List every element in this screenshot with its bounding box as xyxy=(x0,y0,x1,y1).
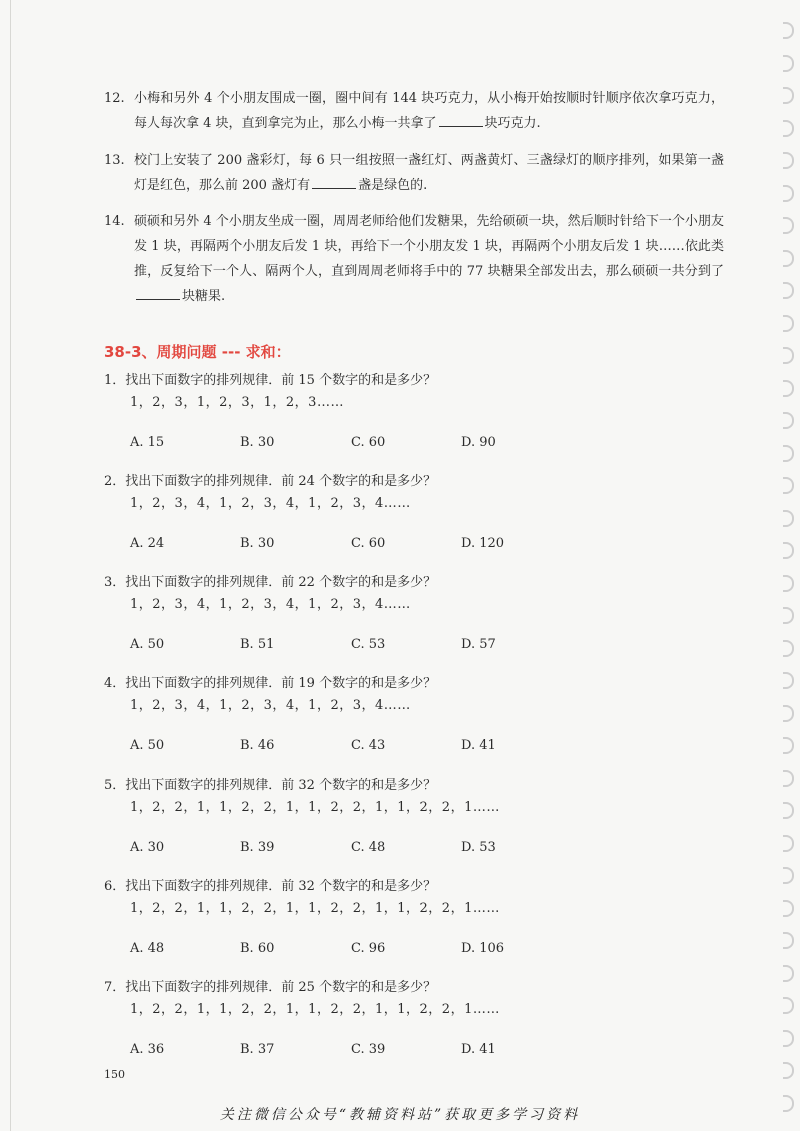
question-stem: 3．找出下面数字的排列规律．前 22 个数字的和是多少？ xyxy=(104,575,437,590)
option-c: C. 60 xyxy=(351,536,386,551)
binding-ring xyxy=(783,217,794,234)
option-c: C. 48 xyxy=(351,840,386,855)
option-b: B. 51 xyxy=(240,637,275,652)
binding-ring xyxy=(783,770,794,787)
options xyxy=(104,1039,724,1061)
number-sequence: 1，2，3，4，1，2，3，4，1，2，3，4…… xyxy=(130,597,411,612)
number-sequence: 1，2，2，1，1，2，2，1，1，2，2，1，1，2，2，1…… xyxy=(130,901,500,916)
question-12 xyxy=(104,86,724,136)
binding-ring xyxy=(783,477,794,494)
answer-blank xyxy=(136,285,180,300)
binding-ring xyxy=(783,347,794,364)
binding-ring xyxy=(783,185,794,202)
question-number: 12. xyxy=(104,91,125,106)
option-c: C. 96 xyxy=(351,941,386,956)
option-b: B. 39 xyxy=(240,840,275,855)
page-number: 150 xyxy=(104,1068,125,1081)
question-number: 14. xyxy=(104,214,125,229)
binding-ring xyxy=(783,607,794,624)
binding-ring xyxy=(783,672,794,689)
answer-blank xyxy=(439,112,483,127)
binding-ring xyxy=(783,1030,794,1047)
binding-ring xyxy=(783,900,794,917)
question-14 xyxy=(104,209,724,309)
binding-ring xyxy=(783,737,794,754)
option-a: A. 24 xyxy=(130,536,165,551)
option-d: D. 41 xyxy=(461,1042,496,1057)
question-text: 校门上安装了 200 盏彩灯，每 6 只一组按照一盏红灯、两盏黄灯、三盏绿灯的顺序排列，如果第一盏灯是红色，那么前 200 盏灯有 盏是绿色的. xyxy=(134,153,724,193)
question-7 xyxy=(104,977,724,1061)
number-sequence: 1，2，3，4，1，2，3，4，1，2，3，4…… xyxy=(130,496,411,511)
number-sequence: 1，2，2，1，1，2，2，1，1，2，2，1，1，2，2，1…… xyxy=(130,800,500,815)
question-stem: 2．找出下面数字的排列规律．前 24 个数字的和是多少？ xyxy=(104,474,437,489)
question-stem: 1．找出下面数字的排列规律．前 15 个数字的和是多少？ xyxy=(104,373,437,388)
question-stem: 4．找出下面数字的排列规律．前 19 个数字的和是多少？ xyxy=(104,676,437,691)
binding-ring xyxy=(783,510,794,527)
number-sequence: 1，2，3，1，2，3，1，2，3…… xyxy=(130,395,344,410)
binding-ring xyxy=(783,250,794,267)
number-sequence: 1，2，3，4，1，2，3，4，1，2，3，4…… xyxy=(130,698,411,713)
option-a: A. 15 xyxy=(130,435,165,450)
option-a: A. 30 xyxy=(130,840,165,855)
option-a: A. 50 xyxy=(130,637,165,652)
binding-ring xyxy=(783,55,794,72)
binding-ring xyxy=(783,542,794,559)
binding-ring xyxy=(783,575,794,592)
question-13 xyxy=(104,148,724,198)
question-stem: 6．找出下面数字的排列规律．前 32 个数字的和是多少？ xyxy=(104,879,437,894)
options xyxy=(104,837,724,859)
binding-ring xyxy=(783,1062,794,1079)
option-c: C. 60 xyxy=(351,435,386,450)
option-d: D. 57 xyxy=(461,637,496,652)
question-text: 小梅和另外 4 个小朋友围成一圈，圈中间有 144 块巧克力，从小梅开始按顺时针顺序依次拿巧克力，每人每次拿 4 块，直到拿完为止，那么小梅一共拿了 块巧克力. xyxy=(134,91,724,131)
option-b: B. 30 xyxy=(240,536,275,551)
binding-ring xyxy=(783,835,794,852)
question-text: 硕硕和另外 4 个小朋友坐成一圈，周周老师给他们发糖果，先给硕硕一块，然后顺时针给下一个小朋友发 1 块，再隔两个小朋友后发 1 块，再给下一个小朋友发 1 块，再隔两个小朋友后发 1 块……依此类推，反复给下一个人、隔两个人，直到周周老师将手中的 77 块糖果全部发出去，那么硕硕一共分到了块糖果. xyxy=(134,214,724,304)
option-d: D. 90 xyxy=(461,435,496,450)
option-c: C. 53 xyxy=(351,637,386,652)
options xyxy=(104,432,724,454)
section-title: 38-3、周期问题 --- 求和： xyxy=(104,343,291,361)
options xyxy=(104,938,724,960)
question-3 xyxy=(104,572,724,656)
question-2 xyxy=(104,471,724,555)
option-d: D. 106 xyxy=(461,941,505,956)
footer-notice: 关注微信公众号“教辅资料站”获取更多学习资料 xyxy=(219,1107,581,1123)
binding-ring xyxy=(783,120,794,137)
question-stem: 7．找出下面数字的排列规律．前 25 个数字的和是多少？ xyxy=(104,980,437,995)
binding-ring xyxy=(783,932,794,949)
option-d: D. 53 xyxy=(461,840,496,855)
option-c: C. 43 xyxy=(351,738,386,753)
option-b: B. 46 xyxy=(240,738,275,753)
question-4 xyxy=(104,673,724,757)
option-b: B. 30 xyxy=(240,435,275,450)
option-d: D. 120 xyxy=(461,536,505,551)
question-number: 13. xyxy=(104,153,125,168)
option-b: B. 60 xyxy=(240,941,275,956)
binding-ring xyxy=(783,705,794,722)
option-a: A. 48 xyxy=(130,941,165,956)
binding-ring xyxy=(783,152,794,169)
binding-ring xyxy=(783,802,794,819)
binding-ring xyxy=(783,445,794,462)
binding-ring xyxy=(783,315,794,332)
binding-ring xyxy=(783,380,794,397)
option-c: C. 39 xyxy=(351,1042,386,1057)
options xyxy=(104,634,724,656)
binding-ring xyxy=(783,997,794,1014)
option-d: D. 41 xyxy=(461,738,496,753)
question-5 xyxy=(104,775,724,859)
answer-blank xyxy=(312,174,356,189)
binding-ring xyxy=(783,412,794,429)
number-sequence: 1，2，2，1，1，2，2，1，1，2，2，1，1，2，2，1…… xyxy=(130,1002,500,1017)
option-a: A. 50 xyxy=(130,738,165,753)
spiral-binding xyxy=(776,0,800,1131)
option-b: B. 37 xyxy=(240,1042,275,1057)
binding-ring xyxy=(783,282,794,299)
binding-ring xyxy=(783,87,794,104)
option-a: A. 36 xyxy=(130,1042,165,1057)
question-1 xyxy=(104,370,724,454)
binding-ring xyxy=(783,640,794,657)
question-6 xyxy=(104,876,724,960)
question-stem: 5．找出下面数字的排列规律．前 32 个数字的和是多少？ xyxy=(104,778,437,793)
binding-ring xyxy=(783,965,794,982)
binding-ring xyxy=(783,867,794,884)
options xyxy=(104,533,724,555)
binding-ring xyxy=(783,22,794,39)
options xyxy=(104,735,724,757)
